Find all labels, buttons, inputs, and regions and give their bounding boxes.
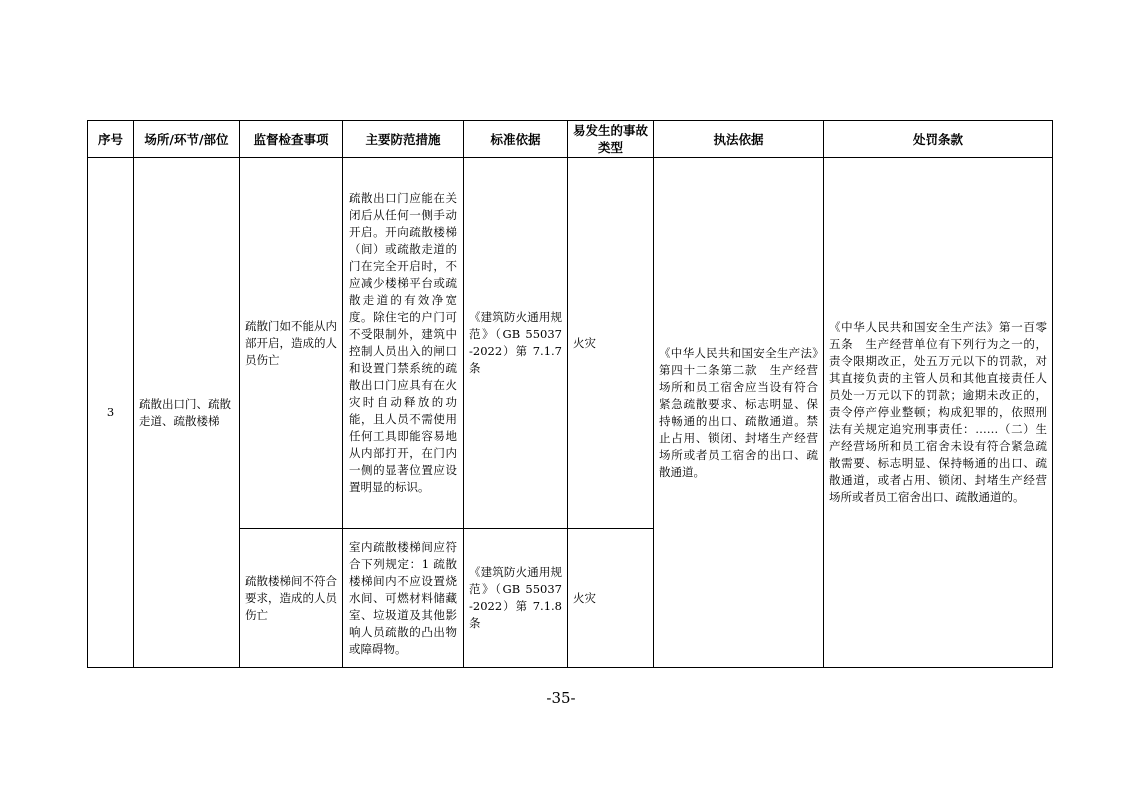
measures-text: 疏散出口门应能在关闭后从任何一侧手动开启。开向疏散楼梯（间）或疏散走道的门在完全开启时，不应减少楼梯平台或疏散走道的有效净宽度。除住宅的户门可不受限制外，建筑中控制人员出入的闸口和设置门禁系统的疏散出口门应具有在火灾时自动释放的功能，且人员不需使用任何工具即能容易地从内部打开，在门内一侧的显著位置应设置明显的标识。 xyxy=(349,191,457,494)
penalty-cell xyxy=(824,158,1053,668)
measures-cell xyxy=(343,158,464,529)
law-cell xyxy=(654,158,824,668)
header-standard: 标准依据 xyxy=(464,121,568,158)
header-location: 场所/环节/部位 xyxy=(134,121,240,158)
table-row xyxy=(88,158,1053,529)
item-text: 疏散楼梯间不符合要求，造成的人员伤亡 xyxy=(245,573,337,622)
location-cell xyxy=(134,158,240,668)
location-text: 疏散出口门、疏散走道、疏散楼梯 xyxy=(139,396,231,428)
header-accident: 易发生的事故类型 xyxy=(568,121,654,158)
accident-text: 火灾 xyxy=(573,590,596,605)
accident-text: 火灾 xyxy=(573,335,596,350)
standard-text: 《建筑防火通用规范》（GB 55037 -2022）第 7.1.7 条 xyxy=(469,310,566,375)
standard-text: 《建筑防火通用规范》（GB 55037 -2022）第 7.1.8 条 xyxy=(469,565,566,630)
header-law: 执法依据 xyxy=(654,121,824,158)
header-items: 监督检查事项 xyxy=(240,121,343,158)
inspection-table xyxy=(87,120,1053,668)
standard-cell xyxy=(464,529,568,668)
item-text: 疏散门如不能从内部开启，造成的人员伤亡 xyxy=(245,318,337,367)
penalty-text: 《中华人民共和国安全生产法》第一百零五条 生产经营单位有下列行为之一的，责令限期改正，处五万元以下的罚款，对其直接负责的主管人员和其他直接责任人员处一万元以下的罚款；逾期未改正的，责令停产停业整顿；构成犯罪的，依照刑法有关规定追究刑事责任：……（二）生产经营场所和员工宿舍未设有符合紧急疏散需要、标志明显、保持畅通的出口、疏散通道，或者占用、锁闭、封堵生产经营场所或者员工宿舍出口、疏散通道的。 xyxy=(829,320,1047,504)
measures-cell xyxy=(343,529,464,668)
header-penalty: 处罚条款 xyxy=(824,121,1053,158)
table-header-row xyxy=(88,121,1053,158)
header-measures: 主要防范措施 xyxy=(343,121,464,158)
measures-text: 室内疏散楼梯间应符合下列规定：1 疏散楼梯间内不应设置烧水间、可燃材料储藏室、垃圾道及其他影响人员疏散的凸出物或障碍物。 xyxy=(349,539,457,656)
accident-cell xyxy=(568,529,654,668)
page-number: -35- xyxy=(546,689,576,707)
item-cell xyxy=(240,158,343,529)
seq-cell xyxy=(88,158,134,668)
accident-cell xyxy=(568,158,654,529)
law-text: 《中华人民共和国安全生产法》第四十二条第二款 生产经营场所和员工宿舍应当设有符合紧急疏散要求、标志明显、保持畅通的出口、疏散通道。禁止占用、锁闭、封堵生产经营场所或者员工宿舍的出口、疏散通道。 xyxy=(659,345,818,479)
item-cell xyxy=(240,529,343,668)
standard-cell xyxy=(464,158,568,529)
seq-number: 3 xyxy=(106,405,115,419)
header-seq: 序号 xyxy=(88,121,134,158)
